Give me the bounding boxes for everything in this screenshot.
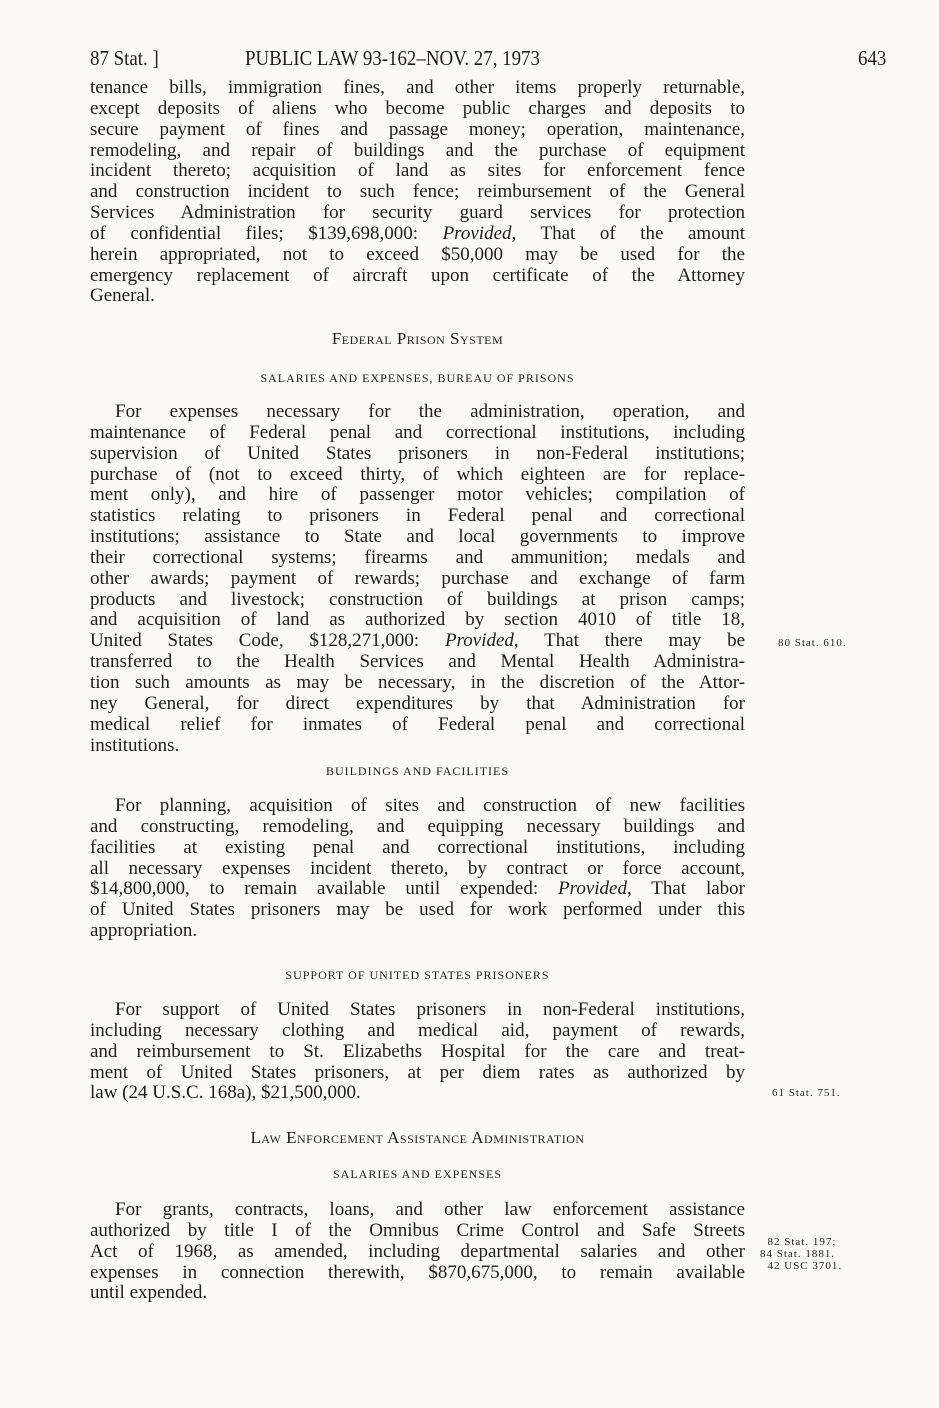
paragraph	[90, 78, 745, 307]
text-line: For support of United States prisoners in non-Federal institutions,	[115, 999, 745, 1020]
italic-term: Provided	[442, 222, 512, 244]
italic-term: Provided	[558, 878, 627, 900]
running-head-volume: 87 Stat. ]	[90, 46, 159, 70]
text-segment: of confidential files; $139,698,000:	[90, 222, 443, 244]
margin-citation	[772, 1087, 841, 1099]
text-line: law (24 U.S.C. 168a), $21,500,000.	[90, 1082, 361, 1104]
text-line: medical relief for inmates of Federal penal and correctional	[90, 713, 745, 735]
text-line: other awards; payment of rewards; purchase and exchange of farm	[90, 567, 745, 589]
text-line: General.	[90, 285, 155, 307]
text-line: maintenance of Federal penal and correctional institutions, including	[90, 421, 745, 443]
text-segment: United States Code, $128,271,000:	[90, 630, 445, 652]
text-line: Act of 1968, as amended, including departmental salaries and other	[90, 1240, 745, 1262]
text-line: and constructing, remodeling, and equipping necessary buildings and	[90, 815, 745, 837]
text-line: tion such amounts as may be necessary, in the discretion of the Attor-	[90, 671, 745, 693]
text-line: all necessary expenses incident thereto, by contract or force account,	[90, 857, 745, 879]
text-line: including necessary clothing and medical aid, payment of rewards,	[90, 1019, 745, 1041]
text-line	[90, 631, 745, 652]
section-heading: Federal Prison System	[331, 329, 504, 348]
text-line: products and livestock; construction of buildings at prison camps;	[90, 588, 745, 610]
text-line	[90, 224, 745, 245]
text-line: ment of United States prisoners, at per diem rates as authorized by	[90, 1061, 745, 1083]
text-line: facilities at existing penal and correctional institutions, including	[90, 836, 745, 858]
subsection-heading: SUPPORT OF UNITED STATES PRISONERS	[285, 968, 550, 982]
text-segment: , That there may be	[513, 630, 745, 652]
text-line: remodeling, and repair of buildings and the purchase of equipment	[90, 139, 745, 161]
text-line: secure payment of fines and passage money; operation, maintenance,	[90, 118, 745, 140]
text-line: and acquisition of land as authorized by section 4010 of title 18,	[90, 609, 745, 631]
text-segment: , That labor	[626, 878, 746, 900]
text-line: appropriation.	[90, 920, 198, 942]
subsection-heading: BUILDINGS AND FACILITIES	[325, 764, 510, 778]
text-line: transferred to the Health Services and Mental Health Administra-	[90, 651, 745, 673]
text-line: purchase of (not to exceed thirty, of which eighteen are for replace-	[90, 463, 745, 485]
text-line: their correctional systems; firearms and ammunition; medals and	[90, 546, 745, 568]
text-line: For grants, contracts, loans, and other law enforcement assistance	[115, 1199, 745, 1220]
text-line: emergency replacement of aircraft upon certificate of the Attorney	[90, 264, 745, 286]
italic-term: Provided	[444, 630, 514, 652]
paragraph	[90, 1200, 745, 1304]
paragraph	[90, 402, 745, 756]
section-heading: Law Enforcement Assistance Administration	[250, 1128, 585, 1147]
margin-citation	[778, 637, 847, 649]
text-line: and reimbursement to St. Elizabeths Hospital for the care and treat-	[90, 1040, 745, 1062]
text-line: Services Administration for security guard services for protection	[90, 202, 745, 224]
text-line	[90, 879, 745, 900]
running-head-title: PUBLIC LAW 93-162–NOV. 27, 1973	[245, 46, 540, 70]
citation-line: 80 Stat. 610.	[778, 637, 847, 649]
text-line: until expended.	[90, 1282, 208, 1304]
text-segment: $14,800,000, to remain available until expended:	[90, 878, 559, 900]
paragraph	[90, 796, 745, 942]
text-line: authorized by title I of the Omnibus Crime Control and Safe Streets	[90, 1219, 745, 1241]
citation-line: 42 USC 3701.	[760, 1260, 843, 1272]
text-segment: , That of the amount	[511, 222, 745, 244]
text-line: For planning, acquisition of sites and construction of new facilities	[115, 795, 745, 816]
subsection-heading: SALARIES AND EXPENSES, BUREAU OF PRISONS	[260, 371, 575, 385]
text-line: herein appropriated, not to exceed $50,000 may be used for the	[90, 243, 745, 265]
citation-line: 61 Stat. 751.	[772, 1087, 841, 1099]
text-line: of United States prisoners may be used for work performed under this	[90, 899, 745, 921]
margin-citation	[760, 1236, 842, 1272]
text-line: ment only), and hire of passenger motor vehicles; compilation of	[90, 484, 745, 506]
paragraph	[90, 1000, 745, 1104]
text-line: supervision of United States prisoners in non-Federal institutions;	[90, 442, 745, 464]
text-line: expenses in connection therewith, $870,675,000, to remain available	[90, 1261, 745, 1283]
subsection-heading: SALARIES AND EXPENSES	[332, 1167, 503, 1181]
citation-line: 82 Stat. 197;	[760, 1236, 837, 1248]
text-line: and construction incident to such fence; reimbursement of the General	[90, 181, 745, 203]
text-line: incident thereto; acquisition of land as sites for enforcement fence	[90, 160, 745, 182]
text-line: except deposits of aliens who become public charges and deposits to	[90, 97, 745, 119]
text-line: tenance bills, immigration fines, and other items properly returnable,	[90, 77, 745, 98]
text-line: institutions.	[90, 734, 180, 756]
text-line: For expenses necessary for the administration, operation, and	[115, 401, 745, 422]
text-line: statistics relating to prisoners in Federal penal and correctional	[90, 505, 745, 527]
page-number: 643	[858, 46, 887, 70]
citation-line: 84 Stat. 1881.	[760, 1248, 836, 1260]
text-line: institutions; assistance to State and local governments to improve	[90, 526, 745, 548]
text-line: ney General, for direct expenditures by that Administration for	[90, 692, 745, 714]
